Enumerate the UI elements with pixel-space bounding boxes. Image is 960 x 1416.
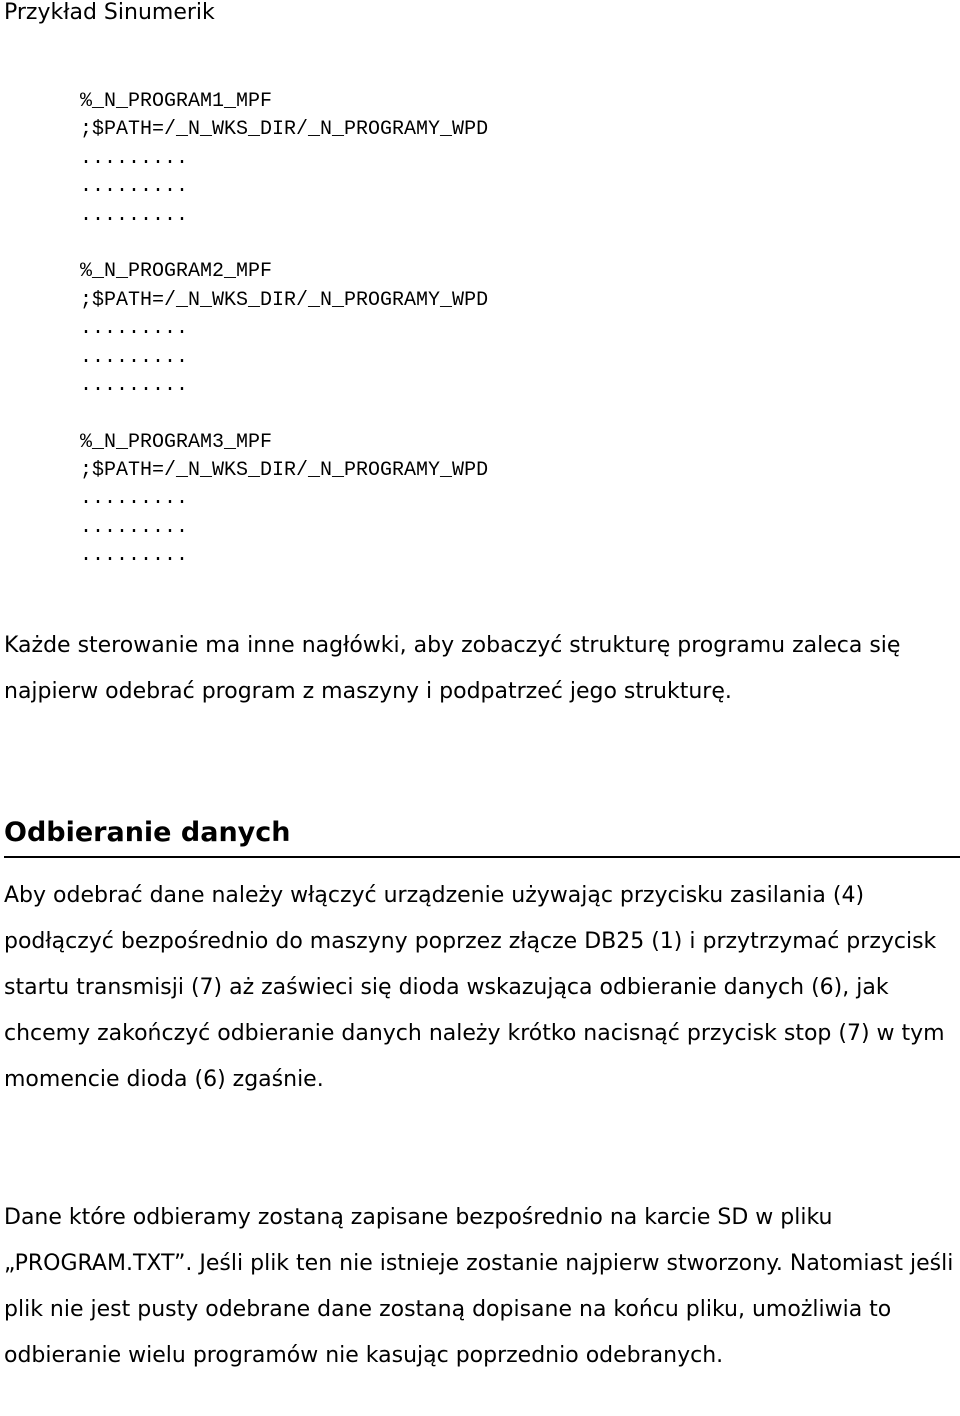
code-block: [80, 88, 488, 571]
code-line-program1-header: %_N_PROGRAM1_MPF: [80, 90, 273, 113]
code-line-program3-ellipsis-2: .........: [80, 515, 189, 539]
code-line-program2-ellipsis-2: .........: [80, 345, 189, 369]
code-line-program1-path: ;$PATH=/_N_WKS_DIR/_N_PROGRAMY_WPD: [80, 118, 489, 142]
code-line-program3-ellipsis-3: .........: [80, 544, 189, 568]
storage-info-paragraph: Dane które odbieramy zostaną zapisane bezpośrednio na karcie SD w pliku „PROGRAM.TXT”. Jeśli plik ten nie istnieje zostanie najpierw stworzony. Natomiast jeśli plik nie jest pusty odebrane dane zostaną dopisane na końcu pliku, umożliwia to odbieranie wielu programów nie kasując poprzednio odebranych.: [4, 1205, 954, 1368]
code-line-program1-ellipsis-2: .........: [80, 175, 189, 199]
page-title: Przykład Sinumerik: [4, 0, 215, 25]
code-line-program3-ellipsis-1: .........: [80, 487, 189, 511]
section-heading-receiving-data: Odbieranie danych: [4, 817, 291, 848]
code-line-program2-ellipsis-1: .........: [80, 317, 189, 341]
headers-note-paragraph: Każde sterowanie ma inne nagłówki, aby zobaczyć strukturę programu zaleca się najpierw odebrać program z maszyny i podpatrzeć jego strukturę.: [4, 633, 901, 704]
code-line-program2-ellipsis-3: .........: [80, 373, 189, 397]
code-line-program1-ellipsis-1: .........: [80, 146, 189, 170]
code-line-program3-path: ;$PATH=/_N_WKS_DIR/_N_PROGRAMY_WPD: [80, 459, 489, 483]
code-line-program2-header: %_N_PROGRAM2_MPF: [80, 260, 273, 284]
code-line-program1-ellipsis-3: .........: [80, 203, 189, 227]
code-line-blank-1: [80, 230, 488, 258]
code-line-blank-2: [80, 400, 488, 428]
code-line-program2-path: ;$PATH=/_N_WKS_DIR/_N_PROGRAMY_WPD: [80, 288, 489, 312]
code-line-program3-header: %_N_PROGRAM3_MPF: [80, 430, 273, 454]
section-divider: [4, 856, 960, 858]
receive-instructions-paragraph: Aby odebrać dane należy włączyć urządzenie używając przycisku zasilania (4) podłączyć bezpośrednio do maszyny poprzez złącze DB25 (1) i przytrzymać przycisk startu transmisji (7) aż zaświeci się dioda wskazująca odbieranie danych (6), jak chcemy zakończyć odbieranie danych należy krótko nacisnąć przycisk stop (7) w tym momencie dioda (6) zgaśnie.: [4, 883, 945, 1092]
